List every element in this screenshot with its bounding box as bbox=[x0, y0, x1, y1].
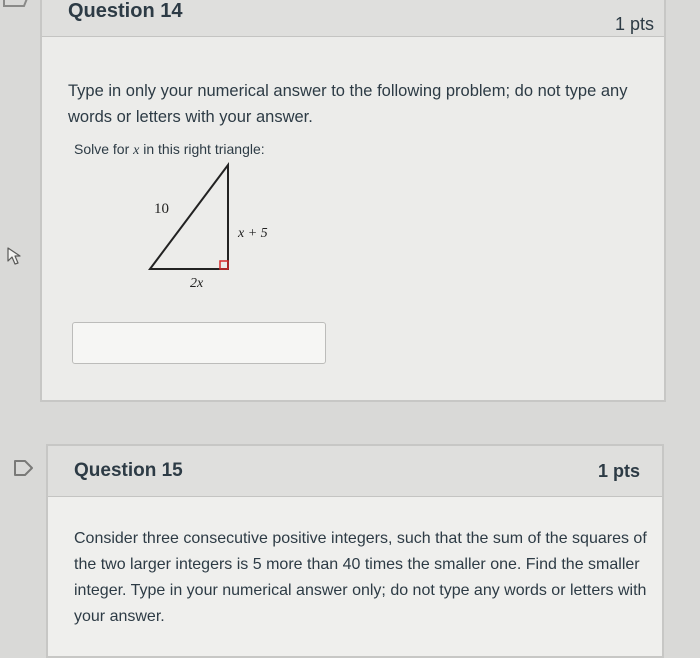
question-text: Consider three consecutive positive integers, such that the sum of the squares of the two larger integers is 5 more than 40 times the smaller one. Find the smaller integer. Type in your numerical answer only; do not type any words or letters with your answer. bbox=[74, 530, 647, 625]
answer-input[interactable] bbox=[72, 322, 326, 364]
question-points: 1 pts bbox=[597, 461, 640, 481]
question-instructions: Type in only your numerical answer to the following problem; do not type any words or letters with your answer. bbox=[68, 82, 628, 126]
question-14-card bbox=[40, 0, 666, 402]
question-15-card bbox=[46, 444, 664, 658]
question-title: Question 14 bbox=[68, 0, 183, 22]
base-label: 2x bbox=[190, 276, 204, 291]
vertical-leg-label: x + 5 bbox=[238, 226, 268, 241]
flag-icon[interactable] bbox=[0, 0, 30, 10]
triangle-outline bbox=[150, 165, 228, 269]
prompt-suffix: in this right triangle: bbox=[139, 141, 265, 157]
question-title: Question 15 bbox=[74, 460, 183, 481]
question-header bbox=[48, 446, 662, 497]
question-header bbox=[42, 0, 664, 37]
prompt-variable: x bbox=[133, 143, 140, 158]
hypotenuse-label: 10 bbox=[154, 201, 169, 217]
cursor-icon bbox=[6, 246, 24, 266]
flag-icon[interactable] bbox=[13, 459, 35, 477]
right-angle-marker bbox=[220, 261, 228, 269]
right-triangle-figure bbox=[124, 156, 268, 291]
prompt-prefix: Solve for bbox=[74, 141, 134, 157]
question-points: 1 pts bbox=[614, 14, 654, 34]
